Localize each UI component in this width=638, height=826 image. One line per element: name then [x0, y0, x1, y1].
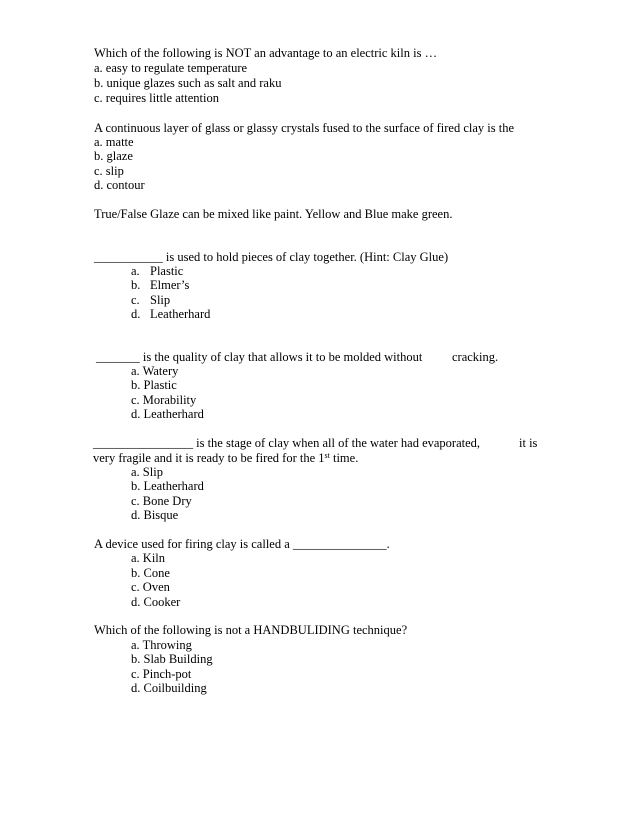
question-4-option-a [131, 264, 183, 279]
question-6-stem: is the stage of clay when all of the water had evaporated, [193, 436, 481, 450]
question-6-blank: ________________ [93, 436, 193, 450]
question-5-option-c: c. Morability [131, 393, 197, 407]
question-4-option-b [131, 278, 189, 293]
question-4-option-c [131, 293, 170, 308]
option-text: Slip [150, 293, 171, 307]
option-letter: c. [131, 293, 140, 307]
question-7-option-a: a. Kiln [131, 551, 166, 565]
option-text: Leatherhard [150, 307, 211, 321]
question-7-stem-line [94, 537, 390, 552]
option-text: Plastic [150, 264, 184, 278]
question-4-stem-line [94, 250, 448, 265]
question-8-option-a: a. Throwing [131, 638, 192, 652]
question-6-option-c: c. Bone Dry [131, 494, 192, 508]
option-letter: b. [131, 278, 141, 292]
question-1-option-b: b. unique glazes such as salt and raku [94, 76, 282, 90]
question-5-option-a: a. Watery [131, 364, 179, 378]
question-7-stem-end: . [386, 537, 390, 551]
question-7-stem: A device used for firing clay is called a [94, 537, 293, 551]
question-7-blank: _______________ [292, 537, 387, 551]
question-3-stem: True/False Glaze can be mixed like paint. Yellow and Blue make green. [94, 207, 453, 221]
question-5-stem-end: cracking. [452, 350, 499, 364]
question-8-option-d: d. Coilbuilding [131, 681, 207, 695]
question-8-stem: Which of the following is not a HANDBULIDING technique? [94, 623, 408, 637]
superscript-st: st [324, 451, 330, 460]
question-5-option-d: d. Leatherhard [131, 407, 204, 421]
question-1-stem: Which of the following is NOT an advantage to an electric kiln is … [94, 46, 438, 60]
option-letter: a. [131, 264, 140, 278]
question-8-option-b: b. Slab Building [131, 652, 213, 666]
question-6-option-d: d. Bisque [131, 508, 179, 522]
option-text: Elmer’s [150, 278, 190, 292]
question-4-blank: ___________ [94, 250, 163, 264]
question-6-option-b: b. Leatherhard [131, 479, 204, 493]
question-2-stem: A continuous layer of glass or glassy crystals fused to the surface of fired clay is the [94, 121, 515, 135]
option-letter: d. [131, 307, 141, 321]
question-7-option-d: d. Cooker [131, 595, 181, 609]
question-6-line2-text: very fragile and it is ready to be fired for the 1 [93, 451, 325, 465]
question-1-option-a: a. easy to regulate temperature [94, 61, 248, 75]
question-1-option-c: c. requires little attention [94, 91, 219, 105]
question-6-stem-line-2 [93, 451, 358, 466]
question-7-option-c: c. Oven [131, 580, 170, 594]
question-6-stem-line [93, 436, 480, 451]
question-4-stem: is used to hold pieces of clay together. (Hint: Clay Glue) [162, 250, 449, 264]
question-6-option-a: a. Slip [131, 465, 163, 479]
question-4-option-d [131, 307, 210, 322]
question-7-option-b: b. Cone [131, 566, 170, 580]
question-5-stem-line [96, 350, 422, 365]
question-5-stem: is the quality of clay that allows it to be molded without [139, 350, 423, 364]
question-5-blank: _______ [96, 350, 140, 364]
question-2-option-b: b. glaze [94, 149, 133, 163]
question-2-option-d: d. contour [94, 178, 145, 192]
question-8-option-c: c. Pinch-pot [131, 667, 192, 681]
question-5-option-b: b. Plastic [131, 378, 177, 392]
question-2-option-c: c. slip [94, 164, 124, 178]
question-2-option-a: a. matte [94, 135, 134, 149]
question-6-stem-end: it is [519, 436, 538, 450]
question-6-line2-end: time. [329, 451, 359, 465]
